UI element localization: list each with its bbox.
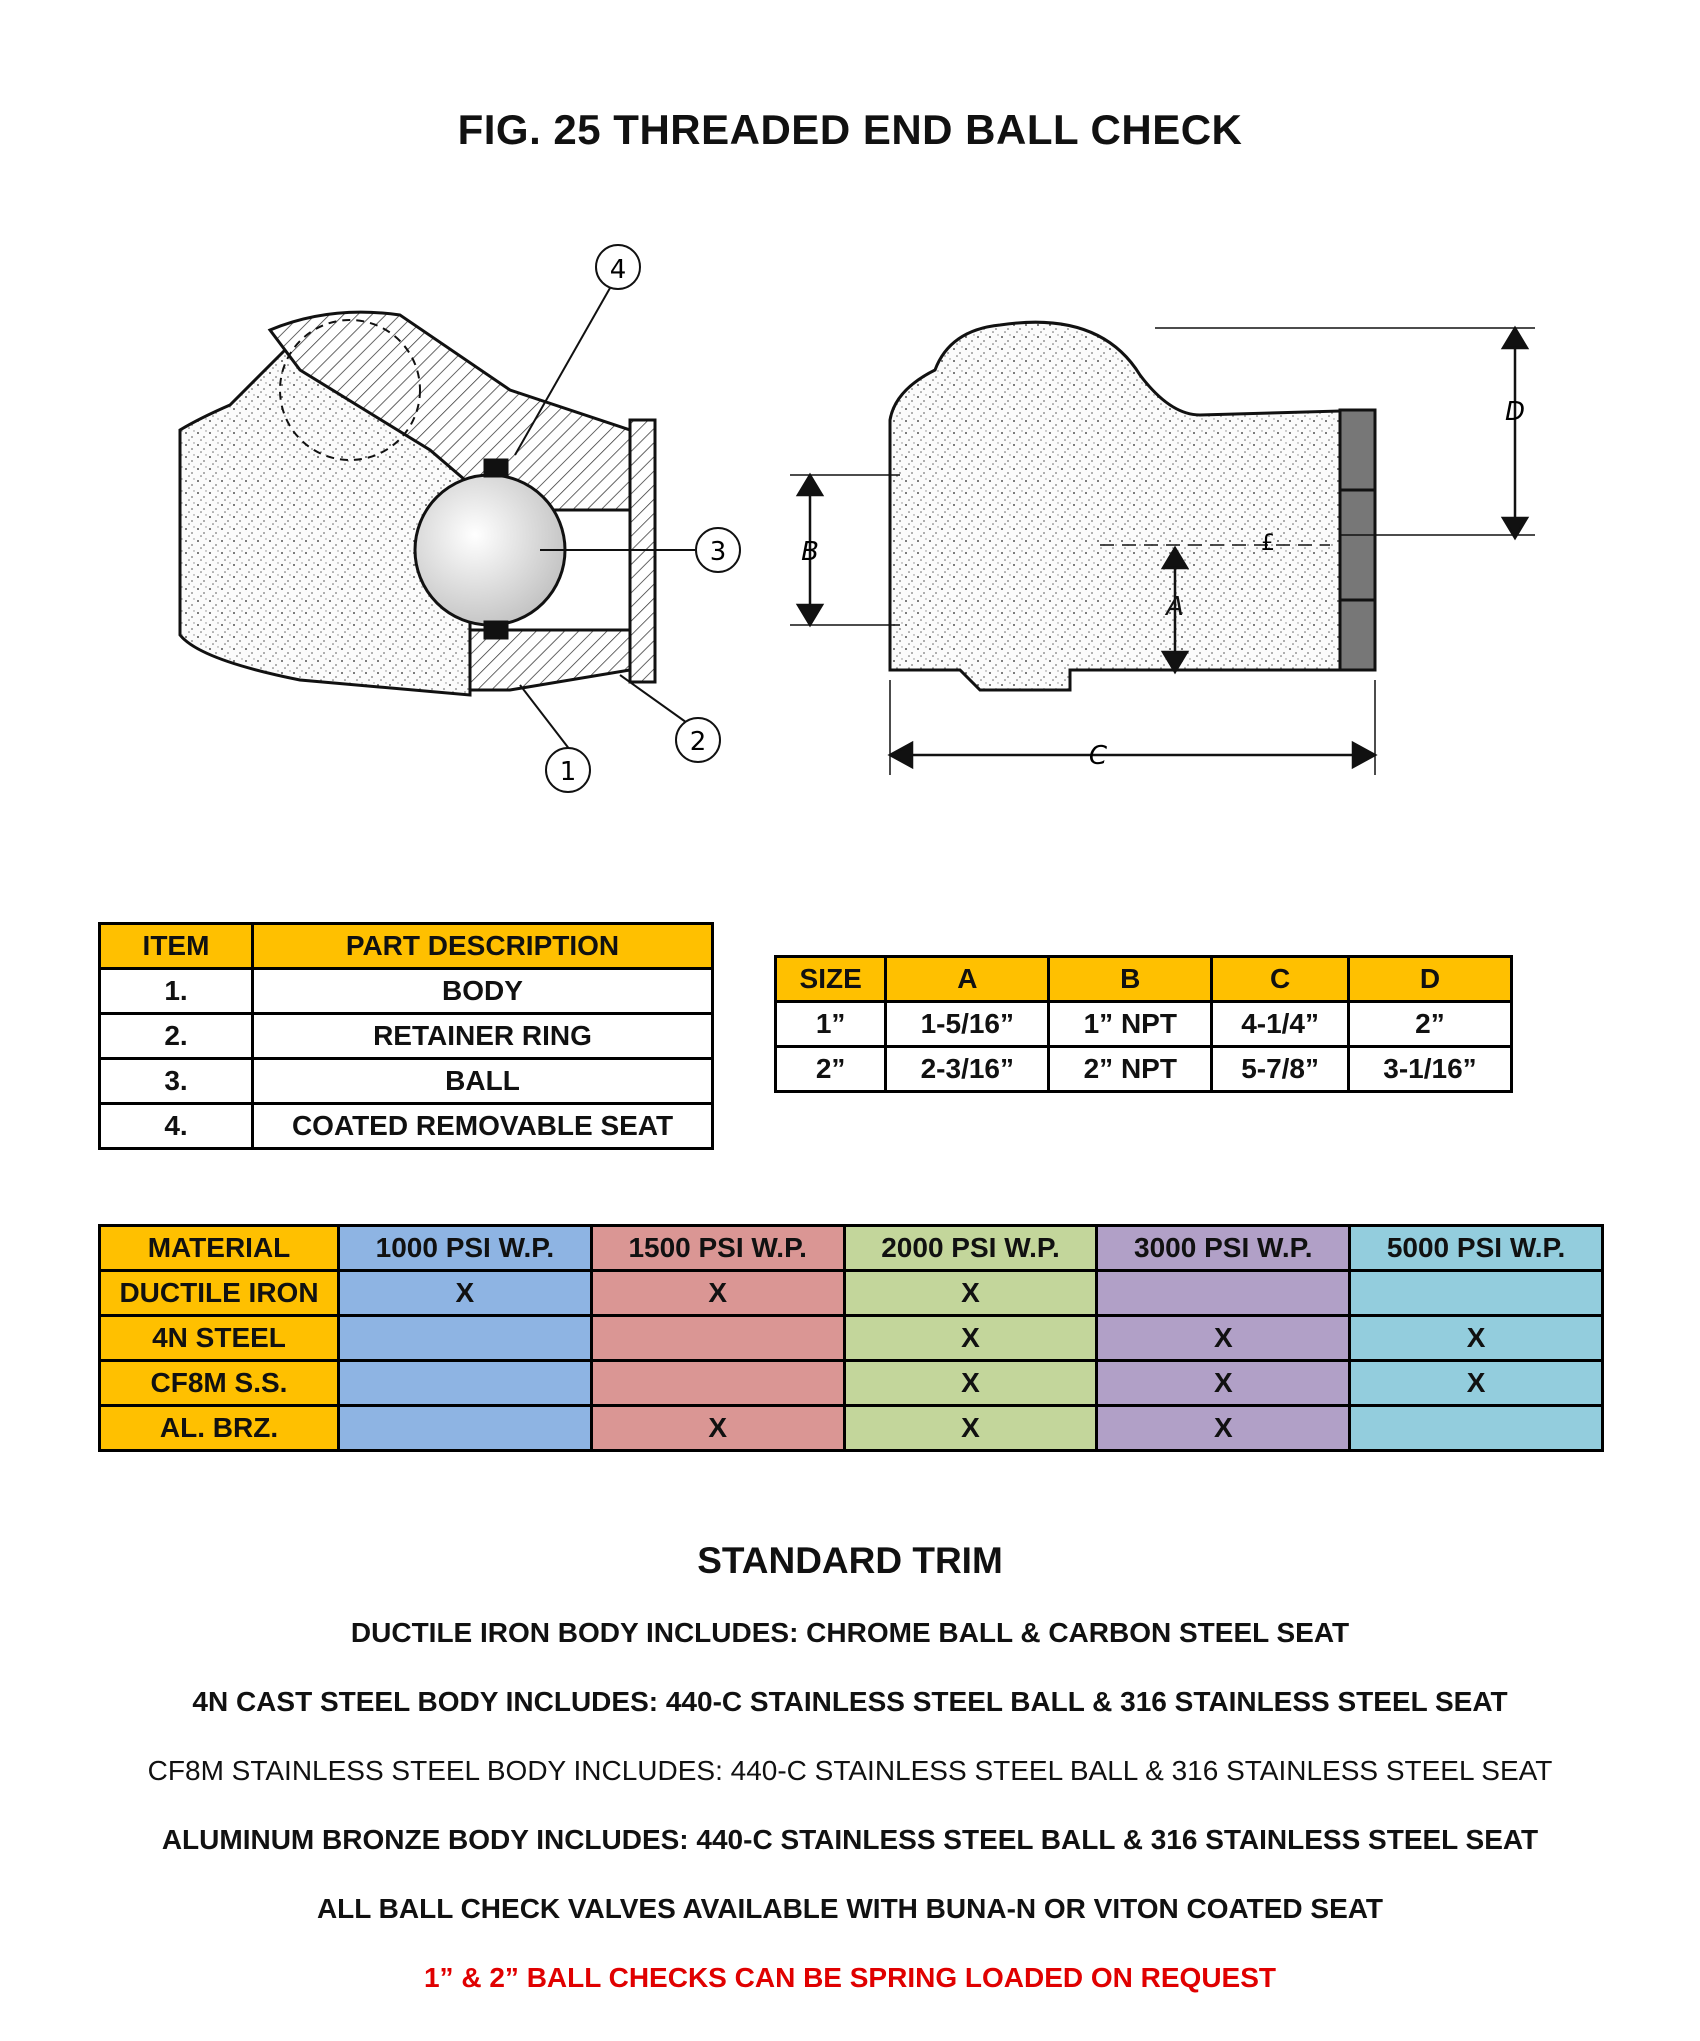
trim-line-4n-steel: 4N CAST STEEL BODY INCLUDES: 440-C STAINLESS STEEL BALL & 316 STAINLESS STEEL SEAT	[192, 1686, 1508, 1717]
dim-label-c: C	[1088, 741, 1108, 771]
rating-cell	[591, 1316, 844, 1361]
trim-line-aluminum-bronze: ALUMINUM BRONZE BODY INCLUDES: 440-C STAINLESS STEEL BALL & 316 STAINLESS STEEL SEAT	[161, 1824, 1539, 1855]
dim-d-cell: 3-1/16”	[1348, 1047, 1511, 1092]
header-a: A	[886, 957, 1049, 1002]
item-number: 3.	[100, 1059, 253, 1104]
table-row	[100, 1406, 1603, 1451]
rating-cell: X	[1097, 1406, 1350, 1451]
rating-cell: X	[844, 1361, 1097, 1406]
material-cell: AL. BRZ.	[100, 1406, 339, 1451]
dim-label-d: D	[1504, 397, 1526, 427]
table-row	[100, 1271, 1603, 1316]
material-cell: 4N STEEL	[100, 1316, 339, 1361]
callout-3-label: 3	[709, 537, 727, 567]
header-2000-psi: 2000 PSI W.P.	[844, 1226, 1097, 1271]
trim-line-ductile-iron: DUCTILE IRON BODY INCLUDES: CHROME BALL & CARBON STEEL SEAT	[350, 1617, 1350, 1648]
dim-b-cell: 2” NPT	[1049, 1047, 1212, 1092]
table-row	[100, 969, 713, 1014]
item-number: 1.	[100, 969, 253, 1014]
header-b: B	[1049, 957, 1212, 1002]
rating-cell	[1350, 1406, 1603, 1451]
part-description: RETAINER RING	[253, 1014, 713, 1059]
callout-4-label: 4	[609, 255, 627, 285]
part-description: COATED REMOVABLE SEAT	[253, 1104, 713, 1149]
valve-technical-drawing	[100, 190, 1610, 880]
dimension-table-header	[776, 957, 1512, 1002]
dim-label-a: A	[1166, 592, 1184, 622]
size-cell: 2”	[776, 1047, 886, 1092]
trim-line-coated-seat: ALL BALL CHECK VALVES AVAILABLE WITH BUNA-N OR VITON COATED SEAT	[316, 1893, 1384, 1924]
page-title: FIG. 25 THREADED END BALL CHECK	[457, 106, 1243, 153]
size-cell: 1”	[776, 1002, 886, 1047]
header-size: SIZE	[776, 957, 886, 1002]
item-number: 4.	[100, 1104, 253, 1149]
centerline-symbol: £	[1261, 531, 1275, 556]
callout-2-label: 2	[689, 727, 707, 757]
table-row	[100, 1014, 713, 1059]
header-5000-psi: 5000 PSI W.P.	[1350, 1226, 1603, 1271]
part-description: BODY	[253, 969, 713, 1014]
table-row	[776, 1047, 1512, 1092]
header-3000-psi: 3000 PSI W.P.	[1097, 1226, 1350, 1271]
spring-loaded-note: 1” & 2” BALL CHECKS CAN BE SPRING LOADED ON REQUEST	[423, 1962, 1277, 1993]
dim-c-cell: 4-1/4”	[1212, 1002, 1349, 1047]
rating-cell: X	[844, 1271, 1097, 1316]
header-1500-psi: 1500 PSI W.P.	[591, 1226, 844, 1271]
parts-table-header	[100, 924, 713, 969]
dim-d-cell: 2”	[1348, 1002, 1511, 1047]
header-1000-psi: 1000 PSI W.P.	[339, 1226, 592, 1271]
material-cell: CF8M S.S.	[100, 1361, 339, 1406]
dim-label-b: B	[801, 537, 819, 567]
rating-cell	[339, 1361, 592, 1406]
header-item: ITEM	[100, 924, 253, 969]
part-description: BALL	[253, 1059, 713, 1104]
section-view	[180, 312, 695, 695]
table-row	[100, 1104, 713, 1149]
header-material: MATERIAL	[100, 1226, 339, 1271]
rating-cell: X	[591, 1406, 844, 1451]
dim-a-cell: 2-3/16”	[886, 1047, 1049, 1092]
dim-b-cell: 1” NPT	[1049, 1002, 1212, 1047]
rating-cell	[1350, 1271, 1603, 1316]
dim-c-cell: 5-7/8”	[1212, 1047, 1349, 1092]
rating-cell	[339, 1406, 592, 1451]
material-cell: DUCTILE IRON	[100, 1271, 339, 1316]
parts-table	[98, 922, 714, 1150]
header-c: C	[1212, 957, 1349, 1002]
rating-cell: X	[339, 1271, 592, 1316]
rating-cell: X	[591, 1271, 844, 1316]
rating-cell	[1097, 1271, 1350, 1316]
header-d: D	[1348, 957, 1511, 1002]
header-part-description: PART DESCRIPTION	[253, 924, 713, 969]
callout-1	[520, 685, 590, 792]
table-row	[100, 1316, 1603, 1361]
rating-cell	[591, 1361, 844, 1406]
rating-cell: X	[1350, 1361, 1603, 1406]
callout-1-label: 1	[559, 757, 577, 787]
rating-cell	[339, 1316, 592, 1361]
rating-cell: X	[844, 1316, 1097, 1361]
table-row	[100, 1059, 713, 1104]
standard-trim-heading: STANDARD TRIM	[697, 1540, 1003, 1581]
item-number: 2.	[100, 1014, 253, 1059]
exterior-view	[890, 322, 1375, 690]
dim-a-cell: 1-5/16”	[886, 1002, 1049, 1047]
rating-cell: X	[844, 1406, 1097, 1451]
pressure-table-header	[100, 1226, 1603, 1271]
rating-cell: X	[1097, 1361, 1350, 1406]
trim-line-cf8m: CF8M STAINLESS STEEL BODY INCLUDES: 440-C STAINLESS STEEL BALL & 316 STAINLESS STEEL SEAT	[147, 1755, 1553, 1786]
table-row	[100, 1361, 1603, 1406]
dimension-table	[774, 955, 1513, 1093]
table-row	[776, 1002, 1512, 1047]
rating-cell: X	[1097, 1316, 1350, 1361]
pressure-rating-table	[98, 1224, 1604, 1452]
rating-cell: X	[1350, 1316, 1603, 1361]
